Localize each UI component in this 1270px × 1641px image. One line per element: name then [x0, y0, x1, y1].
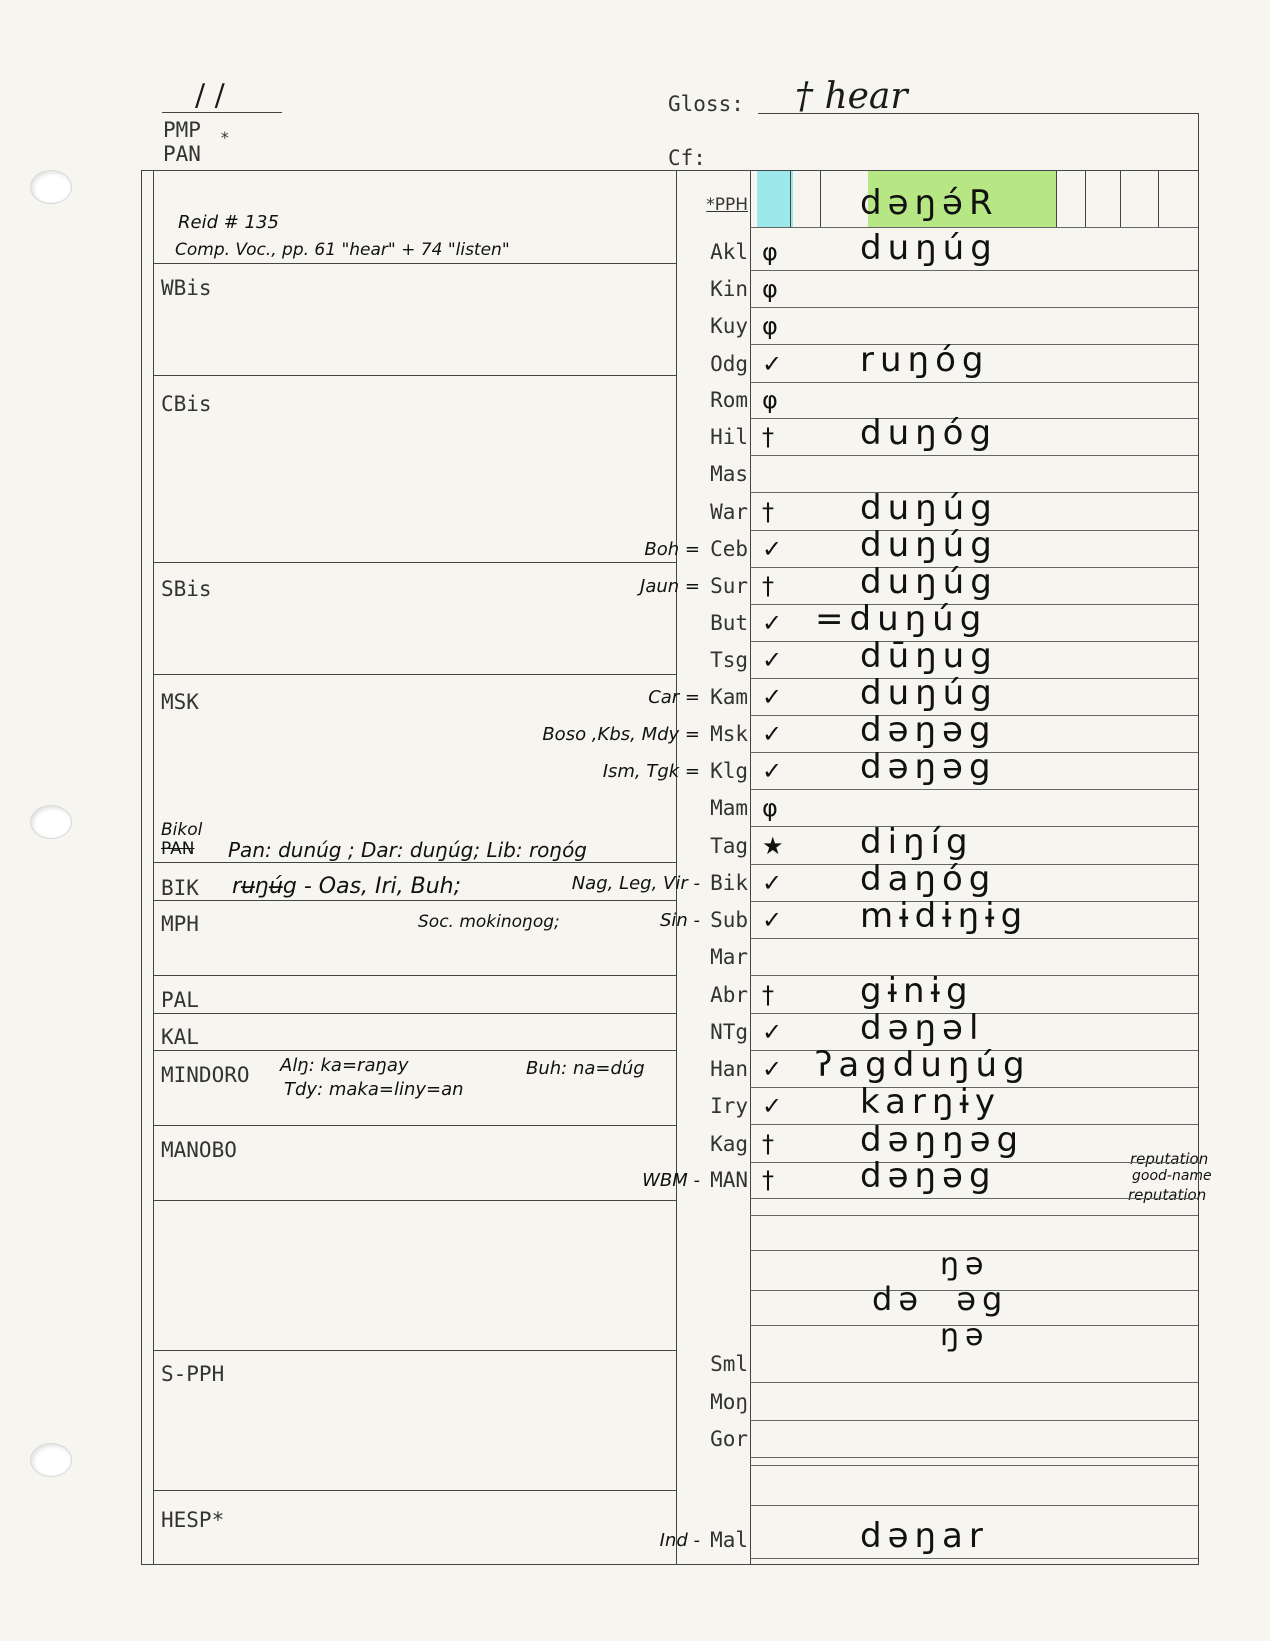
- reflex-form: dəŋəg: [860, 747, 997, 787]
- section-label-sbis: SBis: [161, 577, 212, 601]
- reflex-form: diŋíg: [860, 822, 974, 862]
- divider-cbis: [153, 375, 676, 376]
- language-code: NTg: [710, 1020, 748, 1044]
- language-code: Mam: [710, 796, 748, 820]
- reflex-form: mɨdɨŋɨg: [860, 896, 1029, 936]
- language-code: Hil: [710, 425, 748, 449]
- mph-soc-note: Soc. mokinoŋog;: [418, 912, 560, 932]
- bikol-label: Bikol: [161, 820, 203, 840]
- status-mark: φ: [762, 312, 778, 340]
- mindoro-aln-note: Alŋ: ka=raŋay: [280, 1055, 409, 1076]
- divider-pal: [153, 975, 676, 976]
- frame-top-right: [1198, 113, 1199, 170]
- language-code: Sml: [710, 1352, 748, 1376]
- extra-form-line3: ŋə: [940, 1318, 990, 1353]
- status-mark: †: [762, 572, 774, 600]
- pph-cell-divider: [820, 170, 821, 227]
- language-code: Kin: [710, 277, 748, 301]
- divider-sbis: [153, 562, 676, 563]
- language-code: Tsg: [710, 648, 748, 672]
- rule-line: [750, 1558, 1198, 1559]
- reflex-form: dəŋar: [860, 1516, 989, 1556]
- language-code: Akl: [710, 240, 748, 264]
- divider-manobo: [153, 1125, 676, 1126]
- reflex-form: dəŋŋəg: [860, 1120, 1025, 1160]
- rule-line: [750, 1215, 1198, 1216]
- language-code: Mal: [710, 1528, 748, 1552]
- pph-cell-divider: [1120, 170, 1121, 227]
- pph-cell-divider: [1158, 170, 1159, 227]
- comp-voc-reference: Comp. Voc., pp. 61 "hear" + 74 "listen": [175, 240, 510, 260]
- pph-cell-divider: [1056, 170, 1057, 227]
- language-code: Rom: [710, 388, 748, 412]
- dialect-equivalence: Boh =: [644, 539, 700, 560]
- reputation-note-2: reputation: [1128, 1186, 1207, 1204]
- reflex-form: daŋóg: [860, 859, 997, 899]
- reflex-form: ʔagduŋúg: [815, 1045, 1031, 1085]
- divider-msk: [153, 674, 676, 675]
- reflex-form: dəŋə́R: [860, 183, 999, 223]
- gloss-value: † hear: [795, 76, 908, 117]
- status-mark: ✓: [762, 646, 783, 674]
- status-mark: ✓: [762, 1055, 783, 1083]
- highlight-cyan: [757, 171, 793, 227]
- language-code: Mar: [710, 945, 748, 969]
- reid-number: Reid # 135: [178, 212, 279, 233]
- reflex-form: ruŋóg: [860, 340, 990, 380]
- language-code: Mas: [710, 462, 748, 486]
- section-label-mph: MPH: [161, 912, 199, 936]
- divider-hesp: [153, 1490, 676, 1491]
- reputation-note-1: reputation: [1130, 1150, 1209, 1168]
- reflex-form: =duŋúg: [815, 599, 988, 639]
- dialect-equivalence: WBM -: [642, 1170, 700, 1191]
- punch-hole-top: [30, 170, 72, 204]
- status-mark: †: [762, 423, 774, 451]
- divider-kal: [153, 1013, 676, 1014]
- language-code: Odg: [710, 352, 748, 376]
- dialect-equivalence: Nag, Leg, Vir -: [571, 873, 700, 894]
- language-code: Ceb: [710, 537, 748, 561]
- bikol-note-line2: rʉŋʉ́g - Oas, Iri, Buh;: [232, 874, 462, 899]
- section-label-mindoro: MINDORO: [161, 1063, 250, 1087]
- header-underline: [162, 112, 282, 113]
- status-mark: ✓: [762, 350, 783, 378]
- reflex-form: dəŋəg: [860, 1156, 997, 1196]
- pmp-asterisk: *: [220, 128, 230, 147]
- mindoro-buh-note: Buh: na=dúg: [526, 1058, 645, 1079]
- reflex-form: duŋúg: [860, 673, 998, 713]
- rule-line: [750, 1465, 1198, 1466]
- status-mark: ✓: [762, 757, 783, 785]
- language-code: War: [710, 500, 748, 524]
- language-code: *PPH: [706, 195, 748, 215]
- rule-line: [750, 938, 1198, 939]
- extra-form-line1: ŋə: [940, 1247, 990, 1282]
- language-code: Moŋ: [710, 1390, 748, 1414]
- rule-line: [750, 1198, 1198, 1199]
- language-code: Abr: [710, 983, 748, 1007]
- language-code: Kuy: [710, 314, 748, 338]
- status-mark: ★: [762, 832, 784, 860]
- dialect-equivalence: Ism, Tgk =: [602, 761, 700, 782]
- punch-hole-bottom: [30, 1443, 72, 1477]
- divider-mph: [153, 900, 676, 901]
- divider-wbis: [153, 263, 676, 264]
- language-code: Kag: [710, 1132, 748, 1156]
- language-code: But: [710, 611, 748, 635]
- rule-line: [750, 382, 1198, 383]
- rule-line: [750, 455, 1198, 456]
- dialect-equivalence: Boso ,Kbs, Mdy =: [542, 724, 700, 745]
- divider-spph: [153, 1350, 676, 1351]
- rule-line: [750, 789, 1198, 790]
- rule-line: [750, 1457, 1198, 1458]
- status-mark: ✓: [762, 609, 783, 637]
- status-mark: ✓: [762, 1018, 783, 1046]
- bikol-struck-pan: PAN: [161, 839, 195, 859]
- extra-form-line2: də əg: [872, 1280, 1009, 1318]
- reflex-form: gɨnɨg: [860, 971, 974, 1011]
- status-mark: ✓: [762, 683, 783, 711]
- rule-line: [750, 1505, 1198, 1506]
- status-mark: †: [762, 981, 774, 1009]
- language-code: Han: [710, 1057, 748, 1081]
- section-label-bik: BIK: [161, 876, 199, 900]
- section-label-manobo: MANOBO: [161, 1138, 237, 1162]
- dialect-equivalence: Sin -: [659, 910, 700, 931]
- status-mark: φ: [762, 238, 778, 266]
- section-label-hesp: HESP*: [161, 1508, 225, 1532]
- reflex-form: duŋóg: [860, 413, 998, 453]
- section-label-wbis: WBis: [161, 276, 212, 300]
- rule-line: [750, 307, 1198, 308]
- reflex-form: duŋúg: [860, 525, 998, 565]
- divider-mindoro: [153, 1050, 676, 1051]
- status-mark: †: [762, 1130, 774, 1158]
- reflex-form: duŋúg: [860, 228, 998, 268]
- rule-line: [750, 1420, 1198, 1421]
- reflex-form: dəŋəl: [860, 1008, 985, 1048]
- divider-bik: [153, 862, 676, 863]
- gloss-label: Gloss:: [668, 92, 744, 116]
- section-label-pal: PAL: [161, 988, 199, 1012]
- section-label-spph: S-PPH: [161, 1362, 225, 1386]
- language-code: Iry: [710, 1094, 748, 1118]
- reflex-form: dəŋəg: [860, 710, 997, 750]
- language-code: Sub: [710, 908, 748, 932]
- language-code: Tag: [710, 834, 748, 858]
- language-code: Kam: [710, 685, 748, 709]
- status-mark: ✓: [762, 906, 783, 934]
- cf-label: Cf:: [668, 146, 706, 170]
- reflex-form: karŋɨy: [860, 1082, 1002, 1122]
- language-code: Sur: [710, 574, 748, 598]
- pph-cell-divider: [1085, 170, 1086, 227]
- status-mark: ✓: [762, 535, 783, 563]
- left-margin-line: [153, 170, 154, 1565]
- bikol-note-line1: Pan: dunúg ; Dar: duŋúg; Lib: roŋóg: [228, 838, 588, 862]
- reflex-form: duŋúg: [860, 562, 998, 602]
- status-mark: ✓: [762, 869, 783, 897]
- status-mark: †: [762, 498, 774, 526]
- code-column-divider: [750, 170, 751, 1565]
- rule-line: [750, 826, 1198, 827]
- reflex-form: dūŋug: [860, 636, 998, 676]
- pph-cell-divider: [790, 170, 791, 227]
- reflex-form: duŋúg: [860, 488, 998, 528]
- language-code: Bik: [710, 871, 748, 895]
- rule-line: [750, 1382, 1198, 1383]
- rule-line: [750, 270, 1198, 271]
- language-code: Gor: [710, 1427, 748, 1451]
- good-name-note: good-name: [1132, 1168, 1212, 1184]
- punch-hole-middle: [30, 805, 72, 839]
- dialect-equivalence: Car =: [648, 687, 700, 708]
- pan-label: PAN: [163, 142, 201, 166]
- language-code: MAN: [710, 1168, 748, 1192]
- pmp-label: PMP: [163, 118, 201, 142]
- status-mark: †: [762, 1166, 774, 1194]
- status-mark: ✓: [762, 720, 783, 748]
- section-label-kal: KAL: [161, 1025, 199, 1049]
- dialect-equivalence: Ind -: [659, 1530, 700, 1551]
- status-mark: ✓: [762, 1092, 783, 1120]
- section-label-cbis: CBis: [161, 392, 212, 416]
- status-mark: φ: [762, 386, 778, 414]
- status-mark: φ: [762, 794, 778, 822]
- language-code: Msk: [710, 722, 748, 746]
- status-mark: φ: [762, 275, 778, 303]
- rule-line: [750, 975, 1198, 976]
- gloss-underline: [758, 113, 1198, 114]
- divider-blank: [153, 1200, 676, 1201]
- mindoro-tdy-note: Tdy: maka=liny=an: [284, 1079, 464, 1100]
- header-slashes: / /: [195, 78, 225, 113]
- dialect-equivalence: Jaun =: [640, 576, 700, 597]
- language-code: Klg: [710, 759, 748, 783]
- section-label-msk: MSK: [161, 690, 199, 714]
